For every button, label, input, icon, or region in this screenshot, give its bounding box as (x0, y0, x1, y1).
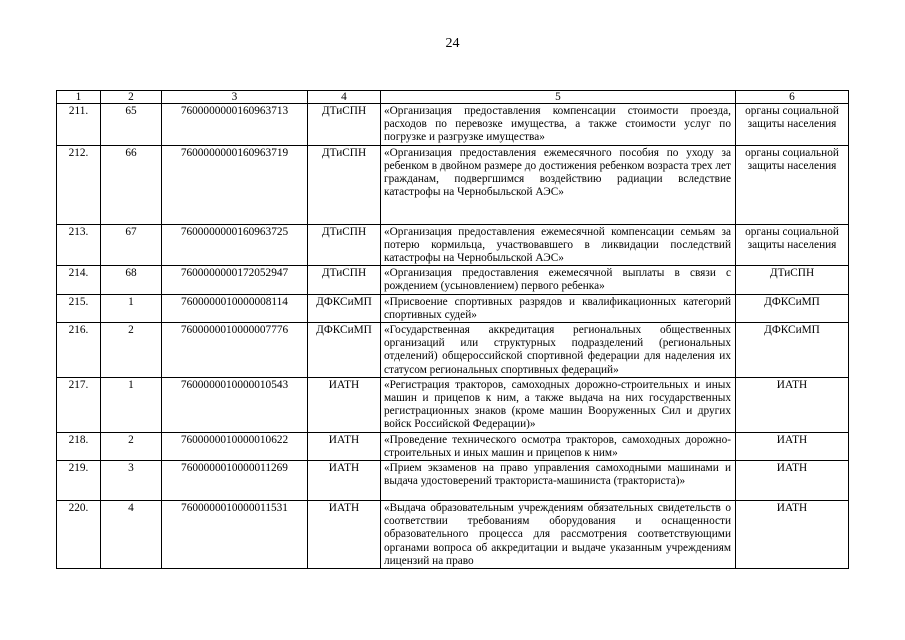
department: ДФКСиМП (308, 294, 381, 322)
row-number: 211. (57, 104, 101, 146)
table-row (57, 224, 849, 266)
column-header-4: 4 (308, 91, 381, 104)
service-description: «Организация предоставления ежемесячной компенсации семьям за потерю кормильца, участвовавшего в ликвидации последствий катастрофы на Чернобыльской АЭС» (381, 224, 736, 266)
department: ДТиСПН (308, 266, 381, 294)
service-description: «Прием экзаменов на право управления самоходными машинами и выдача удостоверений тракториста-машиниста (тракториста)» (381, 461, 736, 501)
row-number: 218. (57, 432, 101, 460)
responsible-authority: ИАТН (736, 432, 849, 460)
services-table (56, 90, 849, 569)
department: ИАТН (308, 377, 381, 432)
responsible-authority: ДФКСиМП (736, 323, 849, 378)
service-code: 7600000000172052947 (162, 266, 308, 294)
service-description: «Организация предоставления ежемесячного пособия по уходу за ребенком в двойном размере до достижения ребенком возраста трех лет гражданам, подвергшимся воздействию радиации вследствие катастрофы на Чернобыльской АЭС» (381, 145, 736, 224)
service-description: «Организация предоставления компенсации стоимости проезда, расходов по перевозке имущества, а также стоимости услуг по погрузке и разгрузке имущества» (381, 104, 736, 146)
department: ДТиСПН (308, 145, 381, 224)
row-number: 213. (57, 224, 101, 266)
table-row (57, 266, 849, 294)
department: ИАТН (308, 432, 381, 460)
service-description: «Выдача образовательным учреждениям обязательных свидетельств о соответствии требованиям оборудования и оснащенности образовательного процесса для рассмотрения соответствующими органами вопроса об аккредитации и выдаче указанным учреждениям лицензий на право (381, 501, 736, 569)
department: ДФКСиМП (308, 323, 381, 378)
department: ИАТН (308, 461, 381, 501)
table-row (57, 501, 849, 569)
table-row (57, 323, 849, 378)
responsible-authority: ИАТН (736, 377, 849, 432)
row-subnumber: 3 (101, 461, 162, 501)
row-number: 215. (57, 294, 101, 322)
row-subnumber: 67 (101, 224, 162, 266)
column-header-1: 1 (57, 91, 101, 104)
responsible-authority: ИАТН (736, 461, 849, 501)
responsible-authority: органы социальной защиты населения (736, 224, 849, 266)
row-number: 212. (57, 145, 101, 224)
table-row (57, 104, 849, 146)
department: ДТиСПН (308, 224, 381, 266)
responsible-authority: органы социальной защиты населения (736, 145, 849, 224)
row-subnumber: 1 (101, 294, 162, 322)
department: ДТиСПН (308, 104, 381, 146)
service-code: 7600000010000010622 (162, 432, 308, 460)
service-code: 7600000010000011269 (162, 461, 308, 501)
row-subnumber: 1 (101, 377, 162, 432)
responsible-authority: ДТиСПН (736, 266, 849, 294)
row-subnumber: 65 (101, 104, 162, 146)
row-number: 220. (57, 501, 101, 569)
row-number: 216. (57, 323, 101, 378)
column-header-6: 6 (736, 91, 849, 104)
row-number: 217. (57, 377, 101, 432)
service-code: 7600000010000008114 (162, 294, 308, 322)
responsible-authority: ДФКСиМП (736, 294, 849, 322)
table-row (57, 432, 849, 460)
service-code: 7600000010000010543 (162, 377, 308, 432)
service-code: 7600000000160963725 (162, 224, 308, 266)
service-description: «Присвоение спортивных разрядов и квалификационных категорий спортивных судей» (381, 294, 736, 322)
table-row (57, 145, 849, 224)
responsible-authority: органы социальной защиты населения (736, 104, 849, 146)
row-subnumber: 66 (101, 145, 162, 224)
service-code: 7600000000160963719 (162, 145, 308, 224)
table-row (57, 377, 849, 432)
service-code: 7600000010000007776 (162, 323, 308, 378)
column-header-5: 5 (381, 91, 736, 104)
row-subnumber: 2 (101, 323, 162, 378)
row-subnumber: 2 (101, 432, 162, 460)
service-description: «Регистрация тракторов, самоходных дорожно-строительных и иных машин и прицепов к ним, а также выдача на них государственных регистрационных знаков (кроме машин Вооруженных Сил и других войск Российской Федерации)» (381, 377, 736, 432)
service-description: «Проведение технического осмотра тракторов, самоходных дорожно-строительных и иных машин и прицепов к ним» (381, 432, 736, 460)
table-header-row (57, 91, 849, 104)
responsible-authority: ИАТН (736, 501, 849, 569)
service-code: 7600000010000011531 (162, 501, 308, 569)
page-number: 24 (445, 36, 460, 51)
service-code: 7600000000160963713 (162, 104, 308, 146)
column-header-3: 3 (162, 91, 308, 104)
row-number: 214. (57, 266, 101, 294)
service-description: «Государственная аккредитация региональных общественных организаций или структурных подразделений (региональных отделений) общероссийской спортивной федерации для наделения их статусом региональных спортивных федераций» (381, 323, 736, 378)
row-number: 219. (57, 461, 101, 501)
department: ИАТН (308, 501, 381, 569)
row-subnumber: 68 (101, 266, 162, 294)
table-row (57, 461, 849, 501)
column-header-2: 2 (101, 91, 162, 104)
service-description: «Организация предоставления ежемесячной выплаты в связи с рождением (усыновлением) первого ребенка» (381, 266, 736, 294)
row-subnumber: 4 (101, 501, 162, 569)
table-row (57, 294, 849, 322)
